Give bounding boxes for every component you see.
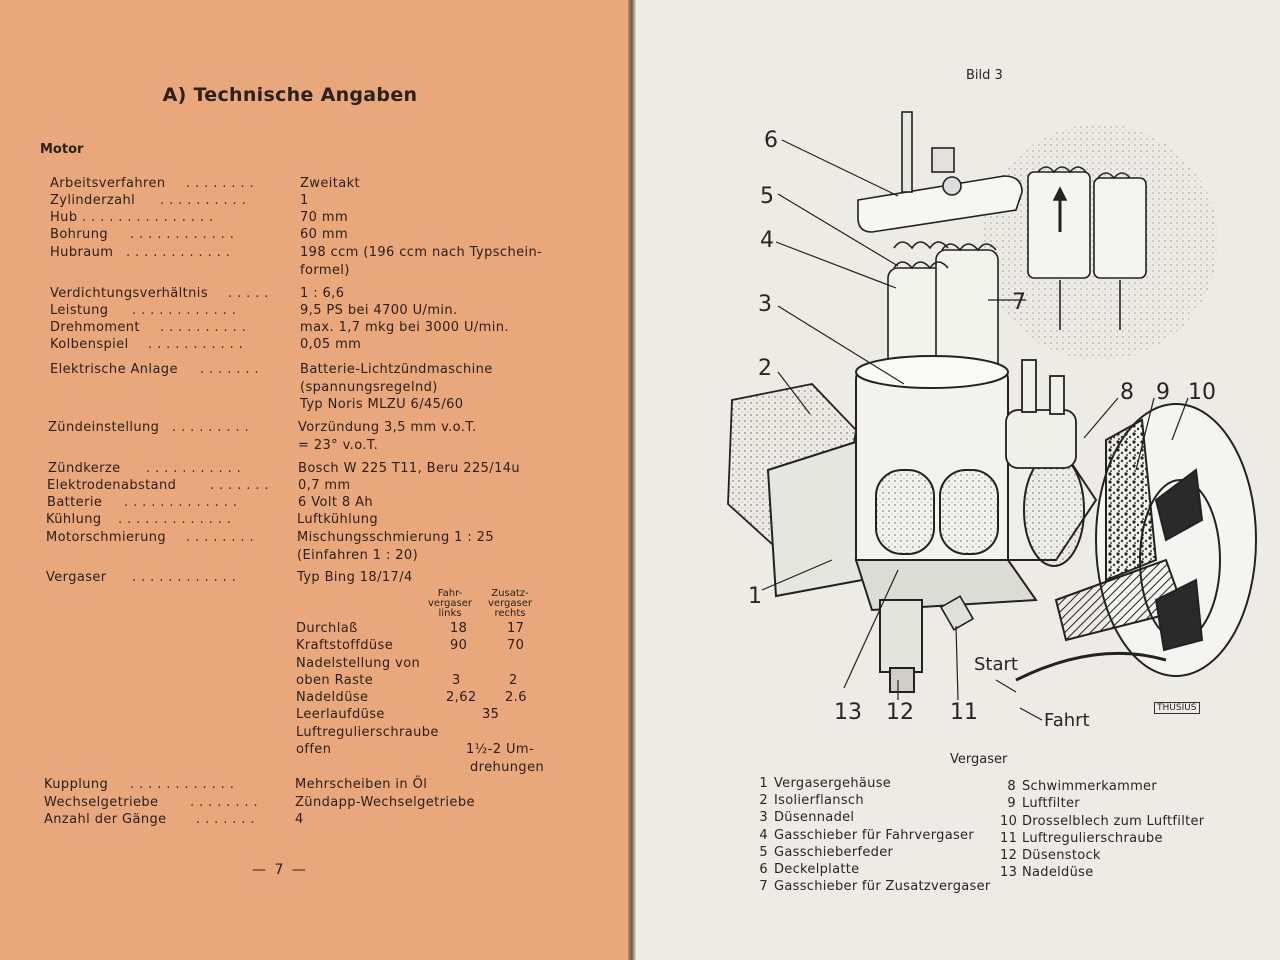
spec-value: Luftkühlung [297, 512, 379, 527]
spec-value: Mehrscheiben in Öl [295, 777, 428, 792]
spec-row [0, 811, 600, 828]
spec-value-continued: Typ Noris MLZU 6/45/60 [300, 397, 464, 412]
spec-row [0, 494, 600, 511]
leader-dots: . . . . . . . . . . [160, 193, 247, 208]
diagram-label-8: 8 [1120, 380, 1134, 405]
table-cell-right: 2 [509, 673, 518, 688]
table-row [0, 689, 600, 706]
table-cell-label: Leerlaufdüse [296, 707, 385, 722]
diagram-label-6: 6 [764, 128, 778, 153]
leader-dots: . . . . . . . . . . . . . [118, 512, 232, 527]
spec-label: Kolbenspiel [50, 337, 129, 352]
leader-dots: . . . . . . . . . . . . . [124, 495, 238, 510]
spec-row [0, 776, 600, 793]
legend-item: 4 Gasschieber für Fahrvergaser [759, 828, 974, 843]
diagram-label-11: 11 [950, 700, 978, 725]
spec-value-continued: (spannungsregelnd) [300, 380, 438, 395]
spec-label: Elektrodenabstand [47, 478, 177, 493]
leader-dots: . . . . . . . . . . . . [130, 227, 235, 242]
column-header-zusatzvergaser: Zusatz- vergaser rechts [488, 588, 532, 619]
spec-value: Bosch W 225 T11, Beru 225/14u [298, 461, 521, 476]
float-chamber [1006, 360, 1076, 468]
column-header-fahrvergaser: Fahr- vergaser links [428, 588, 472, 619]
figure-caption: Vergaser [950, 752, 1008, 767]
spec-label: Zündkerze [48, 461, 121, 476]
spec-value: 0,7 mm [298, 478, 351, 493]
table-cell-label: oben Raste [296, 673, 374, 688]
spec-value: Vorzündung 3,5 mm v.o.T. [298, 420, 477, 435]
table-cell-label: Nadelstellung von [296, 656, 421, 671]
leader-dots: . . . . . . . . [186, 176, 254, 191]
spec-row [0, 209, 600, 226]
spec-label: Motorschmierung [46, 530, 167, 545]
legend-item: 7 Gasschieber für Zusatzvergaser [759, 879, 991, 894]
spec-label: Kühlung [46, 512, 102, 527]
spec-value: Zündapp-Wechselgetriebe [295, 795, 475, 810]
spec-label: Zylinderzahl [50, 193, 136, 208]
leader-dots: . . . . . [228, 286, 269, 301]
table-cell-left: 90 [450, 638, 468, 653]
diagram-label-7: 7 [1012, 290, 1026, 315]
table-row [0, 655, 600, 672]
table-cell-left: 35 [482, 707, 500, 722]
table-cell-right: 2.6 [505, 690, 527, 705]
spec-row [0, 794, 600, 811]
diagram-label-1: 1 [748, 584, 762, 609]
leader-dots: . . . . . . . . . . . . [130, 777, 235, 792]
right-page [636, 0, 1280, 960]
diagram-label-12: 12 [886, 700, 914, 725]
leader-dots: . . . . . . . . . . [160, 320, 247, 335]
spec-row [0, 529, 600, 565]
table-cell-label: Luftregulierschraube [296, 725, 439, 740]
leader-dots: . . . . . . . . [190, 795, 258, 810]
table-cell-label: Kraftstoffdüse [296, 638, 394, 653]
spec-row [0, 319, 600, 336]
leader-dots: . . . . . . . . . . . . [126, 245, 231, 260]
figure-label: Bild 3 [966, 68, 1003, 83]
spec-label: Anzahl der Gänge [44, 812, 167, 827]
spec-label: Arbeitsverfahren [50, 176, 166, 191]
spec-label: Wechselgetriebe [44, 795, 159, 810]
page-title: A) Technische Angaben [162, 84, 418, 106]
spec-row [0, 302, 600, 319]
spec-row [0, 477, 600, 494]
leader-dots: . . . . . . . . . . . . [132, 570, 237, 585]
table-cell-left: 3 [452, 673, 461, 688]
spec-row [0, 226, 600, 243]
table-cell-left: 2,62 [446, 690, 477, 705]
spec-value: Mischungsschmierung 1 : 25 [297, 530, 494, 545]
spec-value: 0,05 mm [300, 337, 362, 352]
legend-item: 5 Gasschieberfeder [759, 845, 894, 860]
table-cell-left: 18 [450, 621, 468, 636]
spec-value: 198 ccm (196 ccm nach Typschein- [300, 245, 543, 260]
leader-dots: . . . . . . . . . . . [146, 461, 242, 476]
diagram-label-13: 13 [834, 700, 862, 725]
spec-value: Batterie-Lichtzündmaschine [300, 362, 493, 377]
table-cell-left: drehungen [470, 760, 545, 775]
section-heading-motor: Motor [40, 142, 84, 157]
spec-value: 60 mm [300, 227, 349, 242]
leader-dots: . . . . . . . [200, 362, 259, 377]
diagram-label-3: 3 [758, 292, 772, 317]
spec-row [0, 192, 600, 209]
legend-item: 13 Nadeldüse [1000, 865, 1094, 880]
spec-value: 6 Volt 8 Ah [298, 495, 374, 510]
leader-dots: . . . . . . . . [186, 530, 254, 545]
leader-dots: . . . . . . . . . . . . . . . [82, 210, 214, 225]
spec-value: 1 : 6,6 [300, 286, 345, 301]
spec-value-continued: formel) [300, 263, 350, 278]
table-cell-label: Durchlaß [296, 621, 358, 636]
spec-row [0, 244, 600, 280]
spec-row [0, 460, 600, 477]
left-page [0, 0, 628, 960]
spec-label: Drehmoment [50, 320, 140, 335]
spec-row [0, 511, 600, 528]
spec-value: 70 mm [300, 210, 349, 225]
spec-label: Bohrung [50, 227, 108, 242]
leader-dots: . . . . . . . . . . . [148, 337, 244, 352]
table-row [0, 672, 600, 689]
legend-item: 12 Düsenstock [1000, 848, 1101, 863]
carburettor-illustration [636, 0, 1280, 760]
legend-item: 9 Luftfilter [1007, 796, 1080, 811]
legend-item: 10 Drosselblech zum Luftfilter [1000, 814, 1205, 829]
spec-label: Vergaser [46, 570, 107, 585]
table-cell-label: Nadeldüse [296, 690, 369, 705]
table-cell-right: 17 [507, 621, 525, 636]
diagram-label-10: 10 [1188, 380, 1216, 405]
book-gutter [628, 0, 636, 960]
spec-value: 9,5 PS bei 4700 U/min. [300, 303, 458, 318]
table-cell-right: 70 [507, 638, 525, 653]
spec-label: Hubraum [50, 245, 114, 260]
diagram-label-5: 5 [760, 184, 774, 209]
legend-item: 8 Schwimmerkammer [1007, 779, 1157, 794]
spec-value-continued: = 23° v.o.T. [298, 438, 379, 453]
spec-row [0, 419, 600, 455]
table-row [0, 759, 600, 776]
artist-signature: THUSIUS [1154, 702, 1200, 714]
spec-label: Verdichtungsverhältnis [50, 286, 208, 301]
diagram-label-9: 9 [1156, 380, 1170, 405]
spec-label: Hub [50, 210, 78, 225]
spec-value: 1 [300, 193, 309, 208]
leader-dots: . . . . . . . . . . . . [132, 303, 237, 318]
table-cell-label: offen [296, 742, 332, 757]
diagram-label-4: 4 [760, 228, 774, 253]
spec-value: Typ Bing 18/17/4 [297, 570, 413, 585]
diagram-label-start: Start [974, 654, 1018, 675]
table-row [0, 620, 600, 637]
spec-row [0, 175, 600, 192]
spec-row [0, 569, 600, 586]
leader-dots: . . . . . . . [196, 812, 255, 827]
table-row [0, 637, 600, 654]
spec-value: 4 [295, 812, 304, 827]
spec-label: Kupplung [44, 777, 109, 792]
legend-item: 1 Vergasergehäuse [759, 776, 892, 791]
spec-label: Batterie [47, 495, 103, 510]
leader-dots: . . . . . . . [210, 478, 269, 493]
table-row [0, 724, 600, 741]
diagram-label-fahrt: Fahrt [1044, 710, 1090, 731]
spec-label: Zündeinstellung [48, 420, 160, 435]
leader-dots: . . . . . . . . . [172, 420, 250, 435]
spec-label: Elektrische Anlage [50, 362, 178, 377]
page-number: — 7 — [252, 862, 308, 878]
spec-value-continued: (Einfahren 1 : 20) [297, 548, 419, 563]
diagram-label-2: 2 [758, 356, 772, 381]
spec-row [0, 336, 600, 353]
spec-value: max. 1,7 mkg bei 3000 U/min. [300, 320, 509, 335]
legend-item: 2 Isolierflansch [759, 793, 864, 808]
spec-row [0, 285, 600, 302]
spec-value: Zweitakt [300, 176, 361, 191]
spec-row [0, 361, 600, 413]
legend-item: 6 Deckelplatte [759, 862, 860, 877]
legend-item: 11 Luftregulierschraube [1000, 831, 1163, 846]
table-row [0, 741, 600, 758]
table-row [0, 706, 600, 723]
table-cell-left: 1½-2 Um- [466, 742, 535, 757]
legend-item: 3 Düsennadel [759, 810, 855, 825]
spec-label: Leistung [50, 303, 109, 318]
